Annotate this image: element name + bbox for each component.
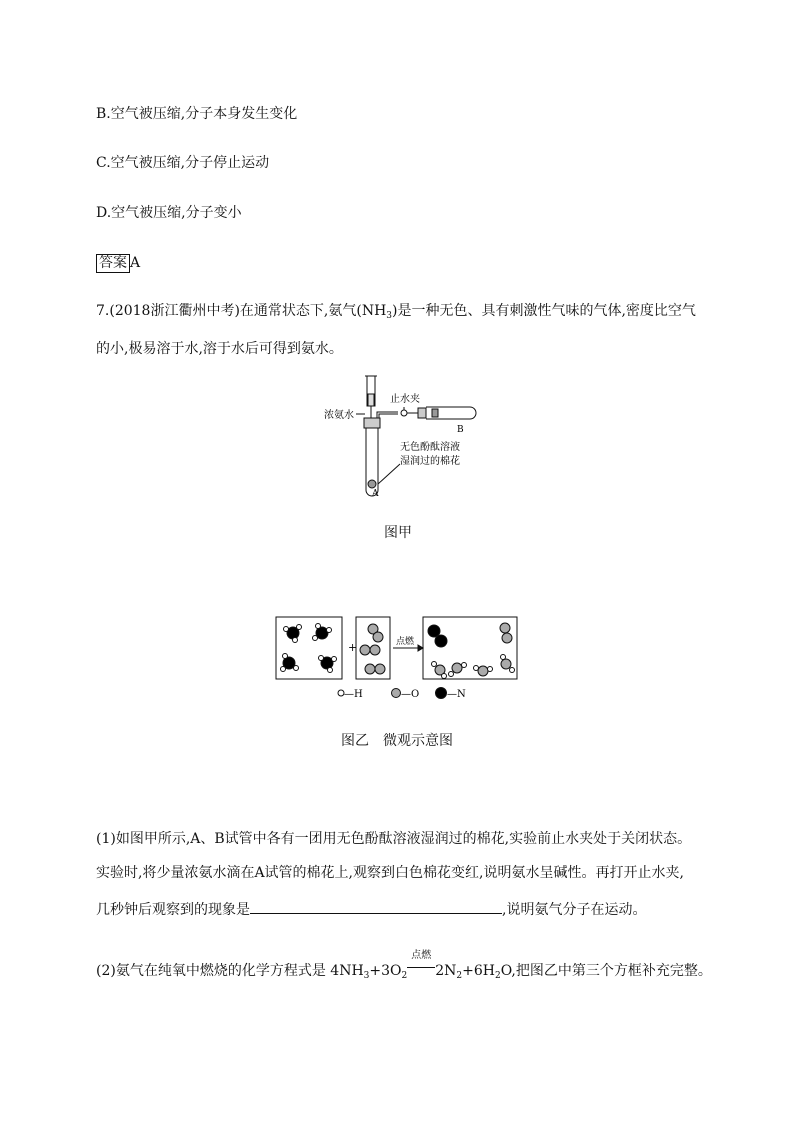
figure-b-diagram — [270, 612, 530, 702]
legend-n-icon — [436, 688, 447, 699]
answer-row — [96, 253, 140, 273]
label-ammonia: 浓氨水 — [324, 410, 354, 421]
nh3-molecule — [284, 625, 302, 643]
o2-molecule — [368, 624, 383, 642]
eq-sub2: 2 — [401, 971, 408, 981]
h2o-molecule — [474, 666, 493, 677]
question-7-stem-sub: 3 — [386, 311, 393, 321]
h2o-molecule — [449, 663, 467, 677]
n2-molecule — [428, 625, 447, 647]
part1-line2: 实验时,将少量浓氨水滴在A试管的棉花上,观察到白色棉花变红,说明氨水呈碱性。再打开止水夹, — [96, 865, 684, 881]
answer-blank[interactable] — [250, 899, 502, 914]
eq-product-n2: 2N — [435, 963, 457, 979]
part1-line3-before: 几秒钟后观察到的现象是 — [96, 902, 250, 918]
option-c: C.空气被压缩,分子停止运动 — [96, 155, 270, 171]
figure-b-caption: 图乙 微观示意图 — [341, 733, 453, 749]
eq-before: (2)氨气在纯氧中燃烧的化学方程式是 4NH — [96, 963, 364, 979]
nh3-molecule — [281, 654, 299, 672]
answer-value: A — [130, 255, 141, 271]
h2o-molecule — [501, 655, 515, 673]
h2o-molecule — [432, 662, 447, 679]
arrow-label: 点燃 — [396, 637, 415, 647]
label-cotton-2: 湿润过的棉花 — [400, 456, 460, 467]
question-7-stem-part1: 7.(2018浙江衢州中考)在通常状态下,氨气(NH — [96, 303, 387, 319]
eq-condition — [407, 950, 435, 981]
o2-molecule — [365, 664, 385, 674]
option-d: D.空气被压缩,分子变小 — [96, 205, 242, 221]
question-7-stem — [96, 301, 696, 326]
part1-line3 — [96, 899, 646, 920]
figure-a-caption: 图甲 — [384, 525, 412, 541]
option-b: B.空气被压缩,分子本身发生变化 — [96, 106, 298, 122]
eq-sub4: 2 — [495, 971, 501, 981]
nh3-molecule — [313, 624, 332, 641]
legend-n: —N — [447, 689, 466, 700]
clamp-icon — [401, 410, 407, 416]
o2-molecule — [500, 623, 512, 643]
answer-label: 答案 — [96, 254, 130, 273]
legend-h: —H — [344, 689, 363, 700]
eq-after: O,把图乙中第三个方框补充完整。 — [500, 963, 712, 979]
legend-o-icon — [392, 689, 401, 698]
question-7-stem-line2: 的小,极易溶于水,溶于水后可得到氨水。 — [96, 341, 343, 357]
part1-line1: (1)如图甲所示,A、B试管中各有一团用无色酚酞溶液湿润过的棉花,实验前止水夹处于关闭状态。 — [96, 831, 692, 847]
eq-condition-label: 点燃 — [411, 950, 432, 961]
eq-sub3: 2 — [456, 971, 463, 981]
label-clamp: 止水夹 — [390, 394, 420, 405]
label-tube-a: A — [372, 489, 379, 499]
o2-molecule — [360, 645, 380, 655]
legend-o: —O — [401, 689, 420, 700]
eq-product-h2o: +6H — [462, 963, 496, 979]
label-tube-b: B — [457, 425, 464, 435]
label-cotton-1: 无色酚酞溶液 — [400, 442, 460, 453]
plus-sign: + — [348, 641, 358, 654]
nh3-molecule — [319, 656, 337, 673]
stopper — [364, 418, 380, 428]
eq-sub1: 3 — [363, 971, 370, 981]
question-7-stem-part2: )是一种无色、具有刺激性气味的气体,密度比空气 — [392, 303, 696, 319]
part2-equation — [96, 950, 712, 986]
part1-line3-after: ,说明氨气分子在运动。 — [502, 902, 647, 918]
figure-a-apparatus — [320, 372, 490, 502]
eq-plus-o2: +3O — [369, 963, 402, 979]
